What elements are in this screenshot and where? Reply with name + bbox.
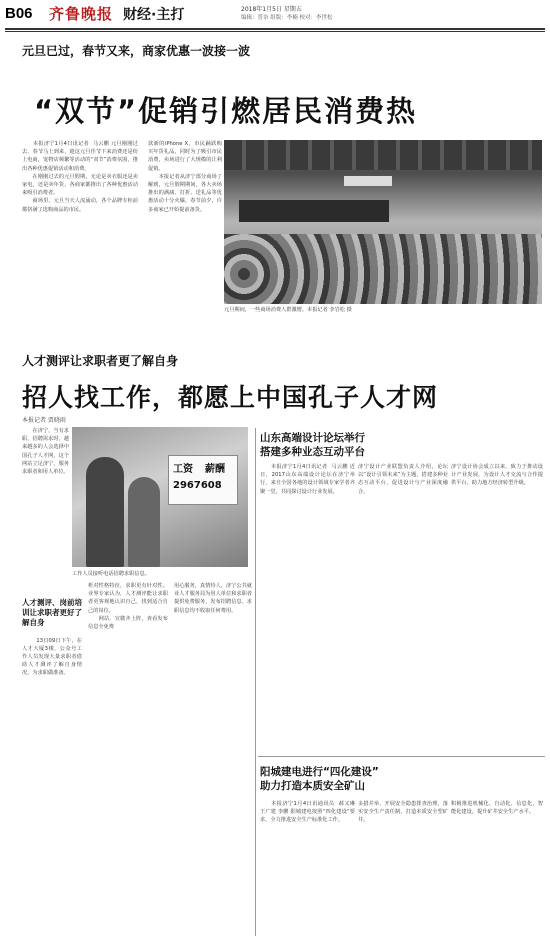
section-title: 财经·主打 [123, 7, 185, 23]
photo-person [86, 457, 124, 567]
photo-salary-board [168, 455, 238, 505]
article3-body-col1: 本报济宁1月4日讯记者 马云鹏 近日，2017山东高端设计论坛在济宁举行，来自全国各地的设计领域专家学者齐聚一堂，共同探讨设计行业发展。 [260, 464, 355, 495]
page-number: B06 [5, 5, 33, 22]
article1-body-col2: 款新的iPhone X，市民踊跃购买年货礼品，同时为了吸引市民消费，卖场进行了大规模的让利促销。 本报记者从济宁部分商场了解到，元旦假期期间，各大卖场推出的满减、打折、送礼品等优惠活动十分火爆，春节前夕，许多商家已开始提前备货。 [148, 141, 222, 213]
article2-body-col2 [22, 582, 82, 932]
article3-headline: 山东高端设计论坛举行 搭建多种业态互动平台 [260, 432, 365, 458]
article2-headline: 招人找工作，都愿上中国孔子人才网 [22, 383, 439, 412]
editor-credits: 编辑：普奈 组版：李楠 校对：李世松 [241, 15, 333, 21]
article2-subhead: 人才测评、岗前培训让求职者更好了解自身 [22, 598, 82, 628]
article2-body-col3: 析对性格特征，求职更有针对性。业界专家认为，人才测评能让求职者更客观地认识自己，找到适合自己的岗位。 网站、宣微齐上阵，查看发布信息全免费 [88, 583, 168, 631]
board-text: 薪酬 [205, 464, 225, 475]
job-fair-photo [72, 427, 248, 567]
article4-headline: 阳城建电进行“四化建设” 助力打造本质安全矿山 [260, 766, 379, 792]
newspaper-logo: 齐鲁晚报 [49, 5, 114, 23]
article2-body-text: 13日09日下午，在人才大厦3楼，公众号工作人员发现大量求职者借助人才测评了解自身情况，为求职做准备。 [22, 637, 82, 677]
article3-body-col3: 济宁设计协会成立以来，致力于推动设计产业发展，为设计人才交流与合作提供平台，助力地方经济转型升级。 [451, 464, 543, 487]
photo-store-sign [344, 176, 392, 186]
article2-body-col4: 用心服务，真情待人。济宁公共就业人才服务局为用人单位和求职者提供免费服务，发布招聘信息、求职信息均不收取任何费用。 [174, 583, 252, 614]
article2-byline: 本报记者 贾晓雨 [22, 417, 66, 424]
photo-ceiling [224, 140, 542, 170]
board-text: 工资 [173, 464, 193, 475]
header-divider-thin [5, 31, 545, 32]
article1-headline: “双节”促销引燃居民消费热 [34, 94, 418, 128]
column-divider [255, 428, 256, 936]
article2-photo-caption: 工作人员接听电话招聘求职信息。 [72, 571, 150, 577]
board-number: 2967608 [173, 480, 222, 491]
shopping-crowd-photo [224, 140, 542, 304]
article1-kicker: 元旦已过，春节又来，商家优惠一波接一波 [22, 44, 251, 58]
issue-date: 2018年1月5日 星期五 [241, 6, 302, 13]
article4-body-col1: 本报济宁1月4日讯通讯员 郝又琳 王广建 李鹏 阳城建电按照“四化建设”要求，全力推进安全生产标准化工作。 [260, 801, 359, 824]
article3-body-col2: 济宁设计产业联盟负责人介绍，论坛以“设计引领未来”为主题，搭建多种业态互动平台，促进设计与产业深度融合。 [358, 464, 448, 495]
article-divider [258, 756, 545, 757]
article4-body-col3: 积极推进机械化、自动化、信息化、智能化建设，提升矿井安全生产水平。 [451, 801, 543, 816]
photo-person [128, 477, 160, 567]
article2-kicker: 人才测评让求职者更了解自身 [22, 354, 179, 368]
header-divider [5, 28, 545, 30]
photo-crowd [224, 234, 542, 304]
article1-body-col1: 本报济宁1月4日讯记者 马云鹏 元旦刚刚过去，春节马上到来，趁这元旦佳节下来消费还是纷上电商，宠物店频繁等活动的“双节”消费氛围，推出各种优惠促销活动和消费。 在刚刚过去的元旦假期，无论是卖衣服还是卖家电，还是卖年货，各商家都推出了各种优惠活动来吸引消费者。 商场里，元旦当天人流涌动，各个品牌专柜前都挤满了选购商品的市民。 [22, 141, 138, 213]
article2-body-col1: 在济宁，当有求职、招聘需求时，越来越多的人会选择中国孔子人才网，这个网站立足济宁，服务求职者和用人单位。 [22, 428, 69, 476]
article4-body-col2: 多措并举，开展安全隐患排查治理，落实安全生产责任制，打造本质安全型矿井。 [358, 801, 448, 824]
article1-photo-caption: 元旦期间，一些商场消费人群激增。本报记者 李岩松 摄 [224, 307, 352, 313]
photo-counter [239, 200, 389, 222]
